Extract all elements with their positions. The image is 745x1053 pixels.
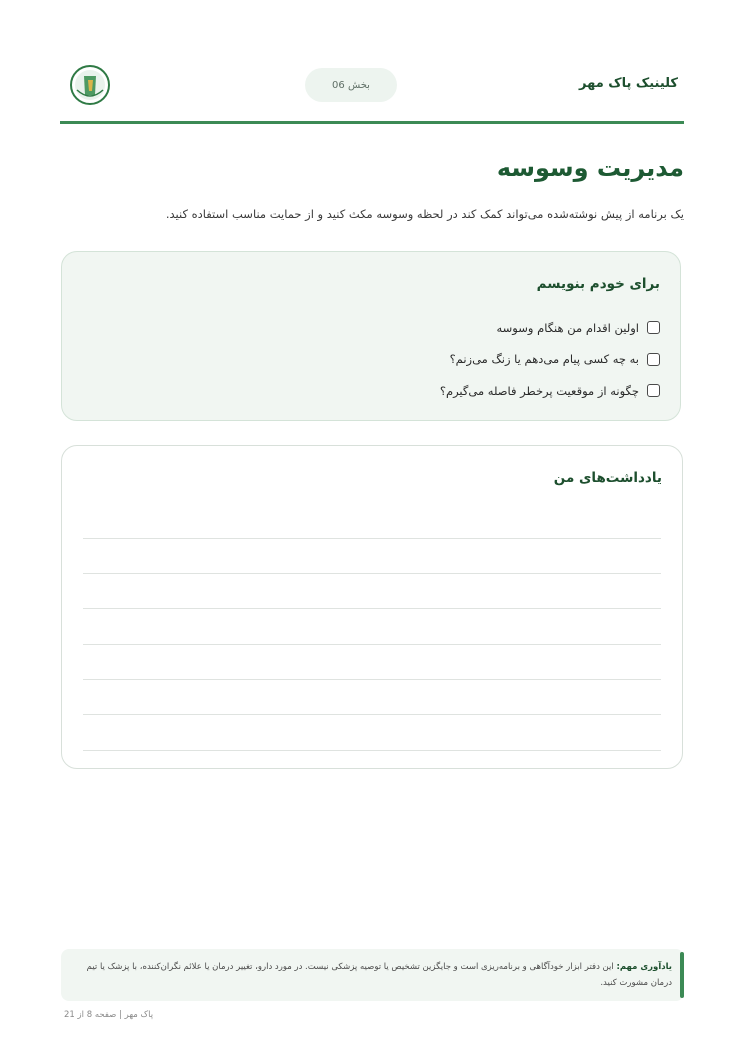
- checklist: [440, 312, 660, 407]
- intro-text: یک برنامه از پیش نوشته‌شده می‌تواند کمک کند در لحظه وسوسه مکث کنید و از حمایت مناسب استفاده کنید.: [165, 207, 684, 221]
- checklist-card: [61, 251, 681, 421]
- checkbox[interactable]: [647, 353, 660, 366]
- disclaimer-body: این دفتر ابزار خودآگاهی و برنامه‌ریزی است و جایگزین تشخیص یا توصیه پزشکی نیست. در مورد دارو، تغییر درمان یا علائم نگران‌کننده، با پزشک یا تیم درمان مشورت کنید.: [86, 962, 672, 988]
- note-line[interactable]: [83, 608, 661, 609]
- disclaimer-accent: [680, 952, 684, 998]
- note-line[interactable]: [83, 679, 661, 680]
- notes-title: یادداشت‌های من: [553, 470, 662, 486]
- section-badge: بخش 06: [305, 68, 397, 102]
- page-header: [60, 62, 684, 108]
- clinic-name: کلینیک پاک مهر: [579, 76, 678, 91]
- note-line[interactable]: [83, 714, 661, 715]
- note-line[interactable]: [83, 644, 661, 645]
- header-divider: [60, 121, 684, 124]
- checklist-item-label: به چه کسی پیام می‌دهم یا زنگ می‌زنم؟: [449, 352, 639, 367]
- clinic-logo-icon: [69, 64, 111, 106]
- checklist-title: برای خودم بنویسم: [536, 276, 660, 292]
- note-line[interactable]: [83, 538, 661, 539]
- disclaimer-label: یادآوری مهم:: [616, 962, 672, 972]
- checkbox[interactable]: [647, 384, 660, 397]
- checklist-item: [440, 312, 660, 344]
- checkbox[interactable]: [647, 321, 660, 334]
- checklist-item: [440, 375, 660, 407]
- checklist-item-label: اولین اقدام من هنگام وسوسه: [496, 320, 639, 335]
- checklist-item-label: چگونه از موقعیت پرخطر فاصله می‌گیرم؟: [439, 383, 639, 398]
- notes-card: [61, 445, 683, 769]
- note-line[interactable]: [83, 750, 661, 751]
- disclaimer-box: [61, 949, 684, 1001]
- disclaimer-text: [77, 959, 672, 991]
- checklist-item: [440, 344, 660, 376]
- page-title: مدیریت وسوسه: [496, 154, 684, 182]
- note-line[interactable]: [83, 573, 661, 574]
- page-footer: پاک مهر | صفحه 8 از 21: [64, 1010, 154, 1020]
